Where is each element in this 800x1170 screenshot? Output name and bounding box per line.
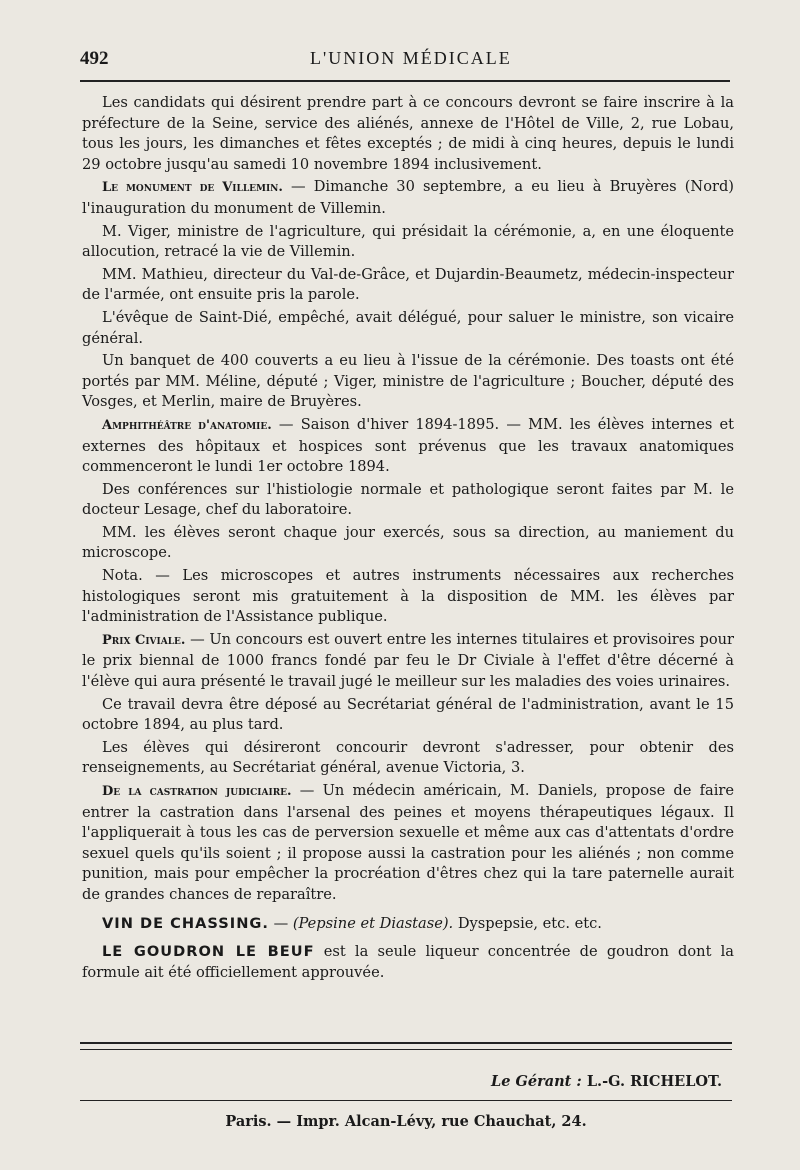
paragraph [82, 415, 734, 478]
gerant-label: Le Gérant : [491, 1073, 582, 1090]
ad-text: est la seule liqueur concentrée de goudron dont la formule ait été officiellement approuvée. [82, 943, 734, 981]
gerant-name: L.-G. RICHELOT. [581, 1073, 722, 1090]
section-heading: Amphithéâtre d'anatomie. [102, 417, 272, 433]
section-heading: De la castration judiciaire. [102, 784, 292, 799]
advertisement [82, 942, 734, 983]
paragraph: M. Viger, ministre de l'agriculture, qui présidait la cérémonie, a, en une éloquente allocution, retracé la vie de Villemin. [82, 222, 734, 261]
paragraph: Les élèves qui désireront concourir devront s'adresser, pour obtenir des renseignements, au Secrétariat général, avenue Victoria, 3. [82, 738, 734, 777]
article-body [82, 93, 734, 985]
paragraph [82, 781, 734, 906]
page-number: 492 [80, 48, 109, 69]
imprint: Paris. — Impr. Alcan-Lévy, rue Chauchat, 24. [225, 1113, 587, 1130]
header-rule [80, 80, 730, 82]
section-heading: Prix Civiale. [102, 632, 186, 648]
advertisement: VIN DE CHASSING. — (Pepsine et Diastase). Dyspepsie, etc. etc. [102, 914, 602, 932]
running-title: L'UNION MÉDICALE [310, 48, 512, 68]
paragraph-text: — Dimanche 30 septembre, a eu lieu à Bruyères (Nord) l'inauguration du monument de Villemin. [82, 178, 734, 217]
paragraph: Ce travail devra être déposé au Secrétariat général de l'administration, avant le 15 octobre 1894, au plus tard. [82, 695, 734, 734]
signature [460, 1073, 722, 1090]
ad-subtitle: (Pepsine et Diastase). [292, 914, 454, 932]
paragraph: MM. les élèves seront chaque jour exercés, sous sa direction, au maniement du microscope. [82, 523, 734, 562]
paragraph: Les candidats qui désirent prendre part à ce concours devront se faire inscrire à la préfecture de la Seine, service des aliénés, annexe de l'Hôtel de Ville, 2, rue Lobau, tous les jours, les dimanches et fêtes exceptés ; de midi à cinq heures, depuis le lundi 29 octobre jusqu'au samedi 10 novembre 1894 inclusivement. [82, 94, 734, 173]
ad-title: VIN DE CHASSING. [102, 914, 269, 932]
footer-rule [80, 1100, 732, 1101]
paragraph [82, 630, 734, 693]
section-heading: Le monument de Villemin. [102, 180, 283, 196]
paragraph: Nota. — Les microscopes et autres instruments nécessaires aux recherches histologiques seront mis gratuitement à la disposition de MM. les élèves par l'administration de l'Assistance publique. [82, 567, 734, 626]
ad-text: Dyspepsie, etc. etc. [453, 914, 602, 932]
page-header [80, 48, 730, 78]
ad-title: LE GOUDRON LE BEUF [102, 943, 315, 961]
paragraph: Des conférences sur l'histiologie normale et pathologique seront faites par M. le docteur Lesage, chef du laboratoire. [82, 480, 734, 519]
paragraph-text: — Un médecin américain, M. Daniels, propose de faire entrer la castration dans l'arsenal des peines et moyens thérapeutiques légaux. Il l'appliquerait à tous les cas de perversion sexuelle et même aux cas d'attentats d'ordre sexuel quels qu'ils soient ; il propose aussi la castration pour les aliénés ; non comme punition, mais pour empêcher la procréation d'êtres chez qui la tare paternelle aurait de grandes chances de reparaître. [82, 782, 734, 903]
paragraph: L'évêque de Saint-Dié, empêché, avait délégué, pour saluer le ministre, son vicaire général. [82, 308, 734, 347]
paragraph [82, 177, 734, 219]
footer-double-rule [80, 1042, 732, 1050]
paragraph: Un banquet de 400 couverts a eu lieu à l'issue de la cérémonie. Des toasts ont été portés par MM. Méline, député ; Viger, ministre de l'agriculture ; Boucher, député des Vosges, et Merlin, maire de Bruyères. [82, 352, 734, 411]
paragraph-text: — Saison d'hiver 1894-1895. — MM. les élèves internes et externes des hôpitaux et hospices sont prévenus que les travaux anatomiques commenceront le lundi 1er octobre 1894. [82, 415, 734, 476]
paragraph-text: — Un concours est ouvert entre les internes titulaires et provisoires pour le prix biennal de 1000 francs fondé par feu le Dr Civiale à l'effet d'être décerné à l'élève qui aura présenté le travail jugé le meilleur sur les maladies des voies urinaires. [82, 630, 734, 691]
paragraph: MM. Mathieu, directeur du Val-de-Grâce, et Dujardin-Beaumetz, médecin-inspecteur de l'armée, ont ensuite pris la parole. [82, 265, 734, 304]
